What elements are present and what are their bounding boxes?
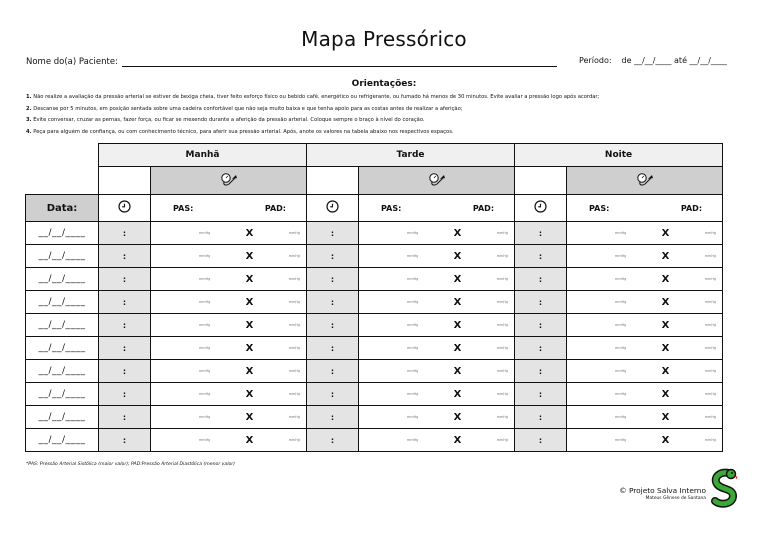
pad-unit: mmHg <box>704 346 717 350</box>
time-cell[interactable]: : <box>99 406 151 429</box>
pressure-cell[interactable] <box>359 291 515 314</box>
time-cell[interactable]: : <box>307 291 359 314</box>
date-cell[interactable]: __/__/____ <box>26 429 99 452</box>
period-label: Período: <box>579 56 612 65</box>
period-range[interactable]: de __/__/____ até __/__/____ <box>621 56 727 65</box>
guideline-item: 3. Evite conversar, cruzar as pernas, fazer força, ou ficar se mexendo durante a aferição da pressão arterial. Coloque sempre o braço à nível do coração. <box>26 117 425 124</box>
separator: X <box>245 319 254 331</box>
time-cell[interactable]: : <box>307 360 359 383</box>
patient-name-field[interactable] <box>26 56 557 67</box>
pas-unit: mmHg <box>615 231 627 235</box>
pas-unit: mmHg <box>407 254 419 258</box>
pas-unit: mmHg <box>407 231 419 235</box>
pressure-cell[interactable] <box>567 360 723 383</box>
time-cell[interactable]: : <box>99 337 151 360</box>
time-cell[interactable]: : <box>99 291 151 314</box>
pas-unit: mmHg <box>407 415 419 419</box>
date-cell[interactable]: __/__/____ <box>26 337 99 360</box>
separator: X <box>661 273 670 285</box>
credit-project: © Projeto Salva Interno <box>619 486 706 495</box>
pressure-cell[interactable] <box>567 429 723 452</box>
pas-header: PAS: <box>589 203 610 213</box>
time-cell[interactable]: : <box>515 360 567 383</box>
pas-unit: mmHg <box>199 438 211 442</box>
pad-unit: mmHg <box>288 346 300 350</box>
pressure-cell[interactable] <box>567 268 723 291</box>
pad-unit: mmHg <box>496 254 509 258</box>
time-cell[interactable]: : <box>307 429 359 452</box>
pressure-cell[interactable] <box>151 222 307 245</box>
pad-unit: mmHg <box>288 415 300 419</box>
pressure-cell[interactable] <box>151 337 307 360</box>
pressure-cell[interactable] <box>359 406 515 429</box>
separator: X <box>661 388 670 400</box>
pas-header: PAS: <box>173 203 194 213</box>
credit-author: Mateus Gênese de Santana <box>645 496 706 501</box>
pad-unit: mmHg <box>288 300 300 304</box>
pressure-cell[interactable] <box>359 268 515 291</box>
date-cell[interactable]: __/__/____ <box>26 291 99 314</box>
pad-header: PAD: <box>680 203 703 213</box>
separator: X <box>661 296 670 308</box>
pad-unit: mmHg <box>288 254 300 258</box>
pressure-cell[interactable] <box>567 406 723 429</box>
time-cell[interactable]: : <box>307 383 359 406</box>
pad-unit: mmHg <box>288 231 300 235</box>
pressure-cell[interactable] <box>567 222 723 245</box>
pas-unit: mmHg <box>407 277 419 281</box>
separator: X <box>453 411 462 423</box>
separator: X <box>453 434 462 446</box>
pad-unit: mmHg <box>704 300 717 304</box>
pad-unit: mmHg <box>288 323 300 327</box>
separator: X <box>453 296 462 308</box>
clock-icon <box>534 206 547 216</box>
table-row <box>26 291 723 314</box>
pressure-cell[interactable] <box>567 291 723 314</box>
separator: X <box>245 250 254 262</box>
pas-unit: mmHg <box>199 346 211 350</box>
pad-unit: mmHg <box>704 392 717 396</box>
snake-logo-icon <box>707 468 741 510</box>
pas-unit: mmHg <box>407 392 419 396</box>
time-cell[interactable]: : <box>99 245 151 268</box>
pas-unit: mmHg <box>199 415 211 419</box>
patient-label: Nome do(a) Paciente: <box>26 57 118 67</box>
date-cell[interactable]: __/__/____ <box>26 314 99 337</box>
time-cell[interactable]: : <box>515 291 567 314</box>
pressure-cell[interactable] <box>359 360 515 383</box>
time-cell[interactable]: : <box>515 406 567 429</box>
pad-unit: mmHg <box>704 438 717 442</box>
pas-unit: mmHg <box>615 277 627 281</box>
separator: X <box>245 227 254 239</box>
table-row <box>26 337 723 360</box>
time-cell[interactable]: : <box>307 406 359 429</box>
pas-unit: mmHg <box>615 438 627 442</box>
time-cell[interactable]: : <box>99 383 151 406</box>
separator: X <box>453 342 462 354</box>
pressure-cell[interactable] <box>151 245 307 268</box>
pas-unit: mmHg <box>615 392 627 396</box>
patient-name-line[interactable] <box>122 56 557 67</box>
pressure-cell[interactable] <box>359 383 515 406</box>
period-header-manha: Manhã <box>99 144 307 167</box>
separator: X <box>245 296 254 308</box>
pad-unit: mmHg <box>704 231 717 235</box>
pas-unit: mmHg <box>615 369 627 373</box>
guidelines-title: Orientações: <box>351 79 417 89</box>
time-cell[interactable]: : <box>515 314 567 337</box>
separator: X <box>661 411 670 423</box>
sphygmomanometer-icon <box>636 180 654 190</box>
credit <box>606 486 706 501</box>
pad-unit: mmHg <box>496 415 509 419</box>
separator: X <box>453 365 462 377</box>
time-cell[interactable]: : <box>99 222 151 245</box>
pad-unit: mmHg <box>496 346 509 350</box>
pressure-cell[interactable] <box>359 337 515 360</box>
date-column-header: Data: <box>26 195 99 222</box>
table-row <box>26 429 723 452</box>
guideline-item: 4. Peça para alguém de confiança, ou com conhecimento técnico, para aferir sua pressão arterial. Após, anote os valores na tabela abaixo nos respectivos espaços. <box>26 128 454 135</box>
pas-unit: mmHg <box>615 415 627 419</box>
pas-unit: mmHg <box>615 323 627 327</box>
pas-unit: mmHg <box>199 323 211 327</box>
pad-unit: mmHg <box>496 300 509 304</box>
footnote: *PAS: Pressão Arterial Sistólica (maior valor); PAD:Pressão Arterial Diastólica (menor valor) <box>26 462 235 467</box>
period-header-noite: Noite <box>515 144 723 167</box>
time-cell[interactable]: : <box>515 337 567 360</box>
time-cell[interactable]: : <box>307 245 359 268</box>
table-row <box>26 406 723 429</box>
pressure-cell[interactable] <box>151 429 307 452</box>
time-cell[interactable]: : <box>515 429 567 452</box>
separator: X <box>453 273 462 285</box>
pressure-cell[interactable] <box>359 429 515 452</box>
pressure-cell[interactable] <box>151 383 307 406</box>
pad-header: PAD: <box>472 203 495 213</box>
pad-unit: mmHg <box>704 369 717 373</box>
pas-unit: mmHg <box>407 369 419 373</box>
separator: X <box>245 434 254 446</box>
pas-unit: mmHg <box>199 254 211 258</box>
pressure-cell[interactable] <box>567 337 723 360</box>
pad-unit: mmHg <box>704 323 717 327</box>
separator: X <box>245 342 254 354</box>
time-cell[interactable]: : <box>515 268 567 291</box>
pressure-cell[interactable] <box>151 268 307 291</box>
separator: X <box>453 227 462 239</box>
pressure-cell[interactable] <box>567 314 723 337</box>
blood-pressure-table <box>25 143 723 452</box>
pad-unit: mmHg <box>704 415 717 419</box>
pressure-cell[interactable] <box>359 222 515 245</box>
pas-unit: mmHg <box>407 300 419 304</box>
pressure-cell[interactable] <box>151 406 307 429</box>
separator: X <box>453 319 462 331</box>
separator: X <box>453 388 462 400</box>
guideline-item: 2. Descanse por 5 minutos, em posição sentada sobre uma cadeira confortável que não seja muito baixa e que tenha apoio para as costas antes de realizar a aferição; <box>26 105 463 112</box>
pas-unit: mmHg <box>615 346 627 350</box>
pad-unit: mmHg <box>288 277 300 281</box>
pas-unit: mmHg <box>199 300 211 304</box>
pad-unit: mmHg <box>496 231 509 235</box>
date-cell[interactable]: __/__/____ <box>26 222 99 245</box>
sphygmomanometer-icon <box>220 180 238 190</box>
separator: X <box>661 227 670 239</box>
pas-unit: mmHg <box>407 323 419 327</box>
pas-header: PAS: <box>381 203 402 213</box>
table-row <box>26 222 723 245</box>
time-cell[interactable]: : <box>515 245 567 268</box>
separator: X <box>661 434 670 446</box>
pad-unit: mmHg <box>288 369 300 373</box>
sphygmomanometer-icon <box>428 180 446 190</box>
separator: X <box>245 365 254 377</box>
separator: X <box>245 411 254 423</box>
pressure-cell[interactable] <box>151 314 307 337</box>
pad-unit: mmHg <box>496 277 509 281</box>
pressure-cell[interactable] <box>359 245 515 268</box>
pas-unit: mmHg <box>199 369 211 373</box>
pad-unit: mmHg <box>496 392 509 396</box>
pas-unit: mmHg <box>199 392 211 396</box>
pad-unit: mmHg <box>704 254 717 258</box>
date-cell[interactable]: __/__/____ <box>26 406 99 429</box>
date-cell[interactable]: __/__/____ <box>26 268 99 291</box>
separator: X <box>661 319 670 331</box>
time-cell[interactable]: : <box>99 268 151 291</box>
pad-unit: mmHg <box>288 392 300 396</box>
pas-unit: mmHg <box>199 277 211 281</box>
pas-unit: mmHg <box>407 346 419 350</box>
pad-unit: mmHg <box>704 277 717 281</box>
pad-unit: mmHg <box>496 369 509 373</box>
separator: X <box>661 365 670 377</box>
time-cell[interactable]: : <box>515 383 567 406</box>
clock-icon <box>118 206 131 216</box>
period-field[interactable] <box>579 56 727 65</box>
table-row <box>26 268 723 291</box>
separator: X <box>661 342 670 354</box>
pas-unit: mmHg <box>407 438 419 442</box>
table-row <box>26 383 723 406</box>
time-cell[interactable]: : <box>307 337 359 360</box>
pressure-cell[interactable] <box>151 291 307 314</box>
guideline-item: 1. Não realize a avaliação da pressão arterial se estiver de bexiga cheia, tiver feito esforço físico ou bebido café, energético ou refrigerante, ou fumado há menos de 30 minutos. Evite avaliar a pressão logo após acordar; <box>26 94 600 100</box>
pad-header: PAD: <box>264 203 287 213</box>
pas-unit: mmHg <box>615 254 627 258</box>
separator: X <box>661 250 670 262</box>
date-cell[interactable]: __/__/____ <box>26 245 99 268</box>
guidelines-list <box>26 92 599 138</box>
table-row <box>26 360 723 383</box>
pas-unit: mmHg <box>615 300 627 304</box>
date-cell[interactable]: __/__/____ <box>26 383 99 406</box>
time-cell[interactable]: : <box>99 360 151 383</box>
separator: X <box>453 250 462 262</box>
time-cell[interactable]: : <box>99 429 151 452</box>
pad-unit: mmHg <box>288 438 300 442</box>
pressure-cell[interactable] <box>151 360 307 383</box>
separator: X <box>245 273 254 285</box>
pressure-cell[interactable] <box>567 245 723 268</box>
time-cell[interactable]: : <box>307 314 359 337</box>
pas-unit: mmHg <box>199 231 211 235</box>
clock-icon <box>326 206 339 216</box>
time-cell[interactable]: : <box>515 222 567 245</box>
table-row <box>26 314 723 337</box>
pad-unit: mmHg <box>496 323 509 327</box>
pressure-cell[interactable] <box>567 383 723 406</box>
time-cell[interactable]: : <box>307 222 359 245</box>
time-cell[interactable]: : <box>307 268 359 291</box>
separator: X <box>245 388 254 400</box>
time-cell[interactable]: : <box>99 314 151 337</box>
pad-unit: mmHg <box>496 438 509 442</box>
date-cell[interactable]: __/__/____ <box>26 360 99 383</box>
table-row <box>26 245 723 268</box>
pressure-cell[interactable] <box>359 314 515 337</box>
page-title: Mapa Pressórico <box>301 27 467 51</box>
period-header-tarde: Tarde <box>307 144 515 167</box>
